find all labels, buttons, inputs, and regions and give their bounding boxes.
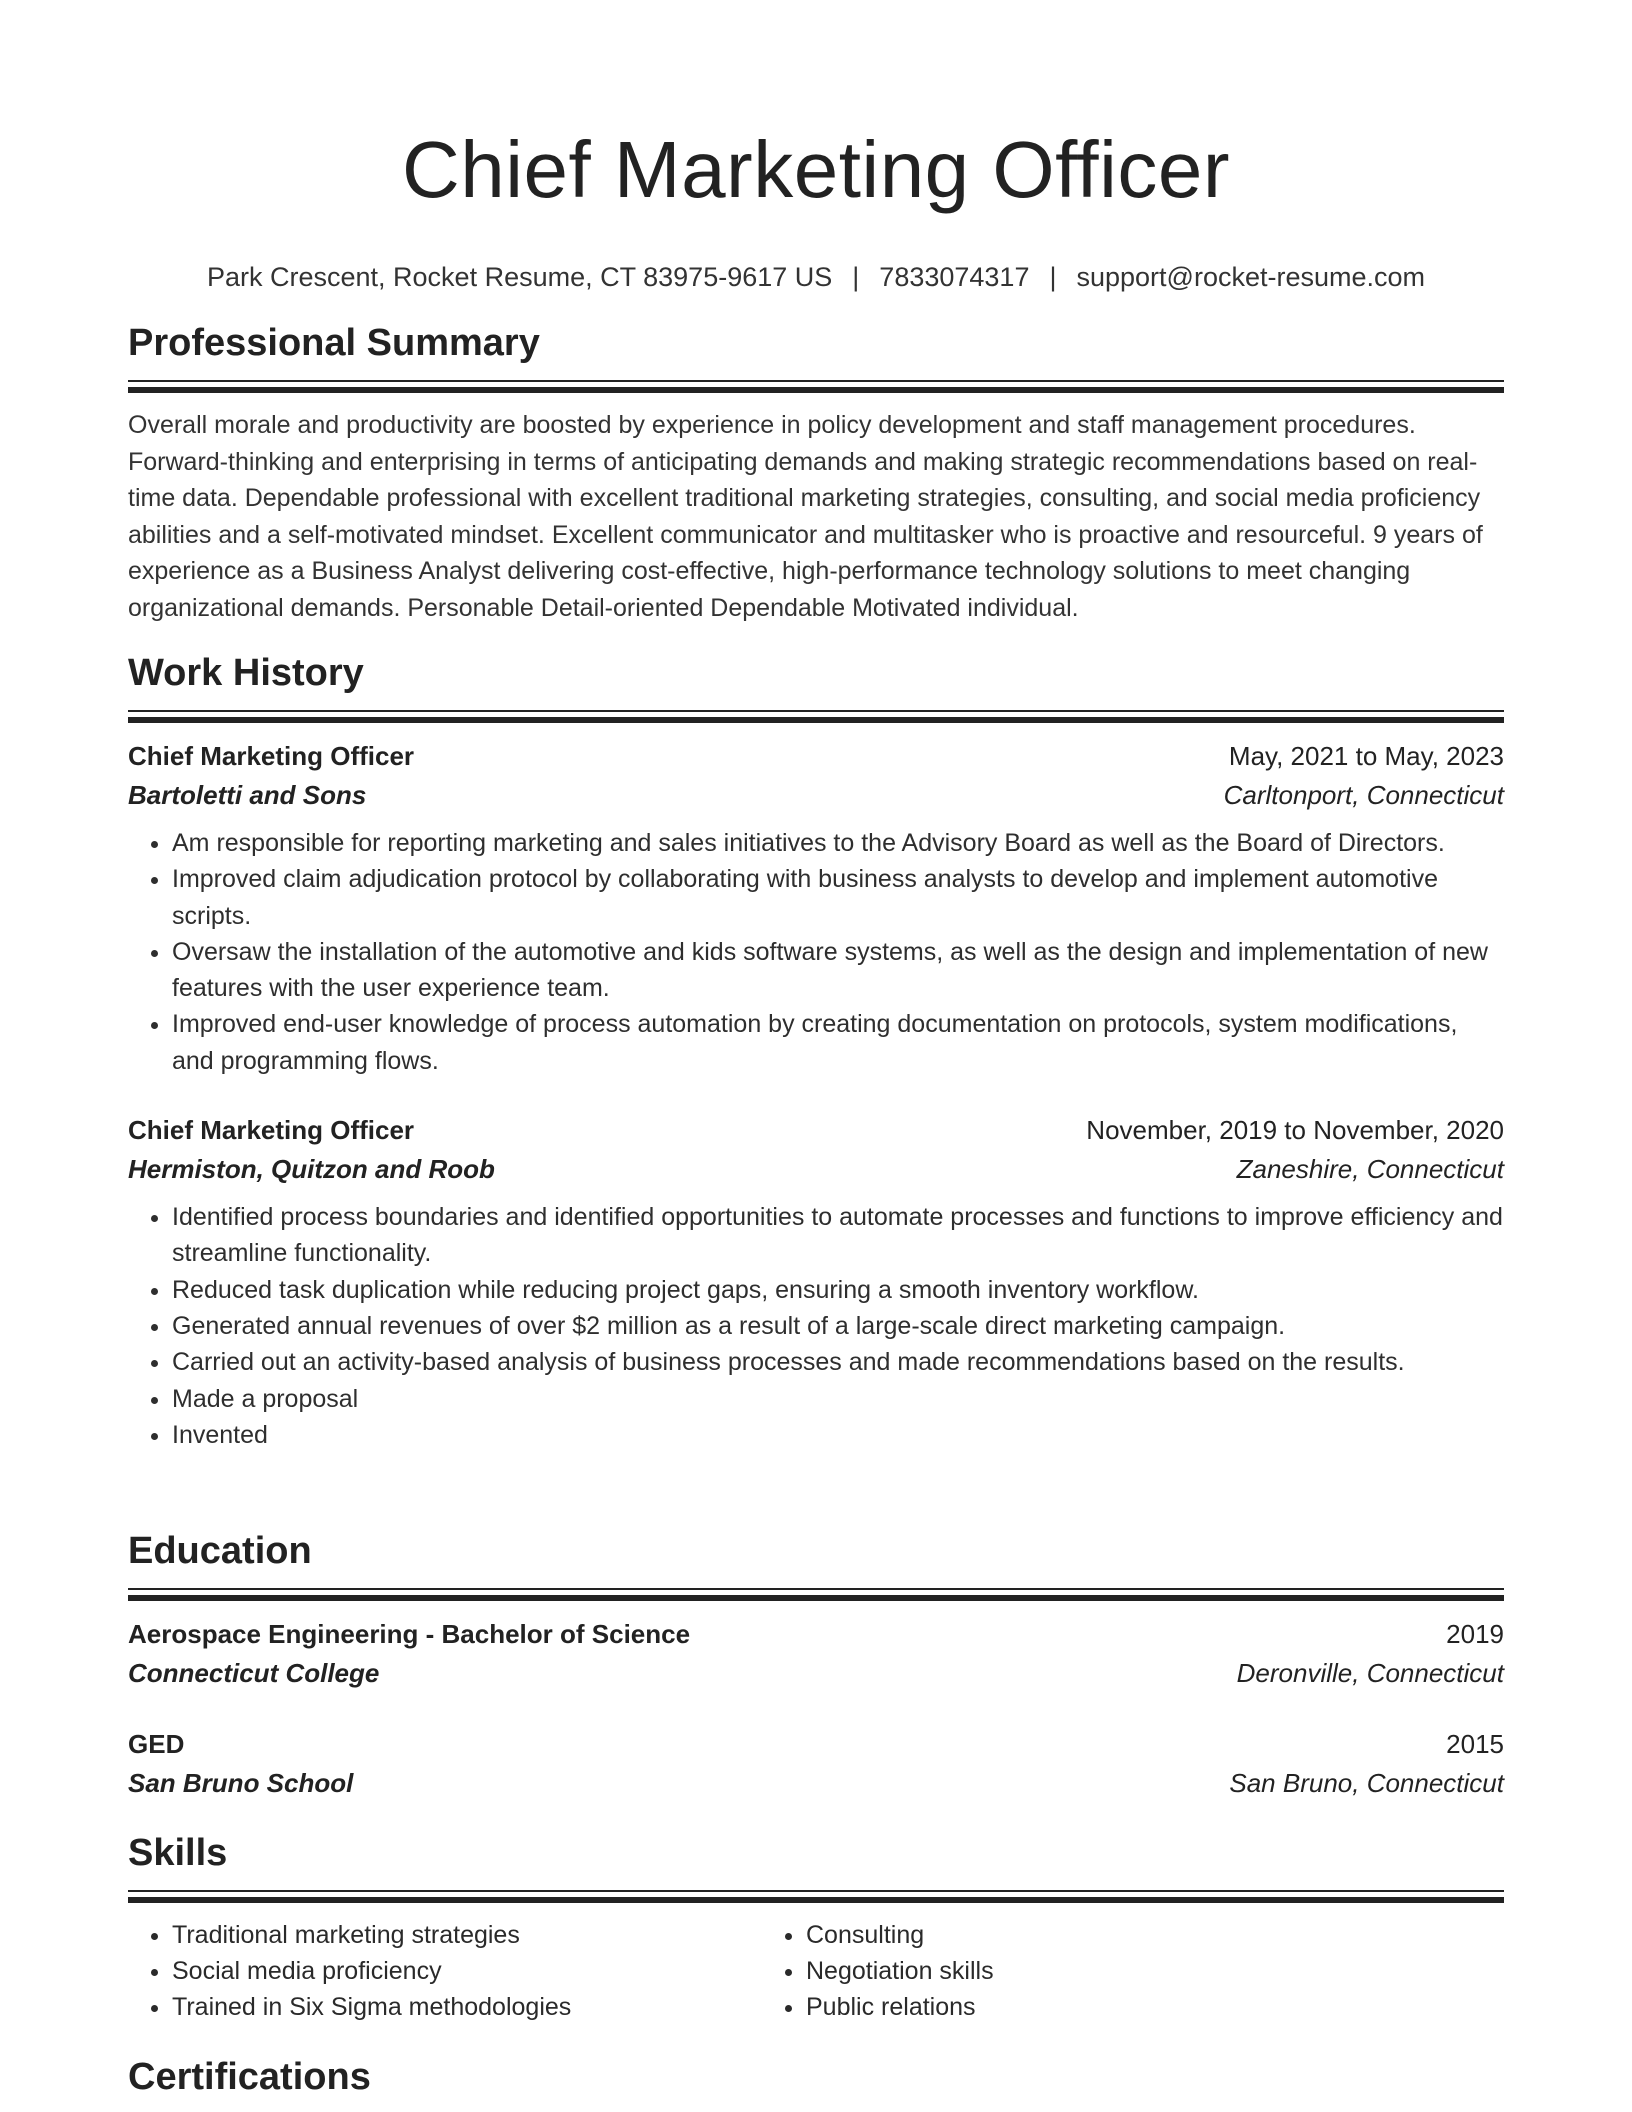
job-location: Carltonport, Connecticut <box>1223 780 1504 810</box>
list-item: • Am responsible for reporting marketing and sales initiatives to the Advisory Board as well as the Board of Directors. <box>172 825 1504 861</box>
education-entry <box>128 1615 1504 1693</box>
list-item: • Identified process boundaries and identified opportunities to automate processes and functions to improve efficiency and streamline functionality. <box>172 1199 1504 1272</box>
list-item: • Reduced task duplication while reducing project gaps, ensuring a smooth inventory workflow. <box>172 1272 1504 1308</box>
job-location: Zaneshire, Connecticut <box>1236 1154 1504 1185</box>
contact-address: Park Crescent, Rocket Resume, CT 83975-9617 US <box>206 262 833 292</box>
contact-separator: | <box>1049 262 1057 292</box>
job-bullets <box>128 825 1504 1079</box>
list-item: • Trained in Six Sigma methodologies <box>172 1989 762 2025</box>
list-item: • Improved end-user knowledge of process automation by creating documentation on protocols, system modifications, and programming flows. <box>172 1006 1504 1079</box>
education-entry <box>128 1725 1504 1803</box>
list-item: • Social media proficiency <box>172 1953 762 1989</box>
skills-list-right <box>762 1917 1396 2025</box>
education-year: 2019 <box>1446 1619 1504 1649</box>
list-item: • Negotiation skills <box>806 1953 1396 1989</box>
job-title: Chief Marketing Officer <box>128 741 415 771</box>
job-bullets <box>128 1199 1504 1453</box>
education-location: Deronville, Connecticut <box>1236 1658 1504 1688</box>
summary-text: Overall morale and productivity are boosted by experience in policy development and staff management procedures. Forward-thinking and enterprising in terms of anticipating demands and making strategic recommendations based on real-time data. Dependable professional with excellent traditional marketing strategies, consulting, and social media proficiency abilities and a self-motivated mindset. Excellent communicator and multitasker who is proactive and resourceful. 9 years of experience as a Business Analyst delivering cost-effective, high-performance technology solutions to meet changing organizational demands. Personable Detail-oriented Dependable Motivated individual. <box>128 411 1483 622</box>
contact-email: support@rocket-resume.com <box>1076 262 1426 292</box>
section-rule <box>128 380 1504 393</box>
section-heading-certifications: Certifications <box>128 2056 371 2098</box>
job-title: Chief Marketing Officer <box>128 1115 415 1146</box>
list-item: • Improved claim adjudication protocol by collaborating with business analysts to develop and implement automotive scripts. <box>172 861 1504 934</box>
contact-phone: 7833074317 <box>879 262 1030 292</box>
resume-title: Chief Marketing Officer <box>401 125 1231 214</box>
education-degree: Aerospace Engineering - Bachelor of Science <box>128 1619 691 1649</box>
list-item: • Public relations <box>806 1989 1396 2025</box>
education-school: Connecticut College <box>128 1658 380 1688</box>
education-location: San Bruno, Connecticut <box>1229 1768 1504 1798</box>
job-company: Hermiston, Quitzon and Roob <box>128 1154 495 1185</box>
section-heading-summary: Professional Summary <box>128 322 540 364</box>
list-item: • Generated annual revenues of over $2 million as a result of a large-scale direct marketing campaign. <box>172 1308 1504 1344</box>
list-item: • Made a proposal <box>172 1381 1504 1417</box>
contact-line <box>128 260 1504 294</box>
job-entry <box>128 737 1504 1079</box>
certifications-section <box>128 2054 1504 2100</box>
education-school: San Bruno School <box>128 1768 354 1798</box>
education-year: 2015 <box>1446 1729 1504 1759</box>
skills-list-left <box>128 1917 762 2025</box>
job-entry <box>128 1111 1504 1453</box>
section-rule <box>128 710 1504 723</box>
list-item: • Invented <box>172 1417 1504 1453</box>
list-item: • Consulting <box>806 1917 1396 1953</box>
contact-separator: | <box>852 262 860 292</box>
section-heading-education: Education <box>128 1530 312 1572</box>
summary-section <box>128 320 1504 626</box>
section-heading-skills: Skills <box>128 1832 228 1874</box>
list-item: • Oversaw the installation of the automotive and kids software systems, as well as the design and implementation of new features with the user experience team. <box>172 934 1504 1007</box>
skills-section <box>128 1830 1504 2025</box>
section-rule <box>128 1588 1504 1601</box>
list-item: • Carried out an activity-based analysis of business processes and made recommendations based on the results. <box>172 1344 1504 1380</box>
section-heading-work: Work History <box>128 652 364 694</box>
list-item: • Traditional marketing strategies <box>172 1917 762 1953</box>
work-history-section <box>128 650 1504 1453</box>
job-company: Bartoletti and Sons <box>128 780 367 810</box>
job-dates: November, 2019 to November, 2020 <box>1086 1115 1504 1146</box>
education-section <box>128 1528 1504 1803</box>
job-dates: May, 2021 to May, 2023 <box>1228 741 1504 771</box>
skills-columns <box>128 1903 1504 2025</box>
section-rule <box>128 1890 1504 1903</box>
education-degree: GED <box>128 1729 185 1759</box>
